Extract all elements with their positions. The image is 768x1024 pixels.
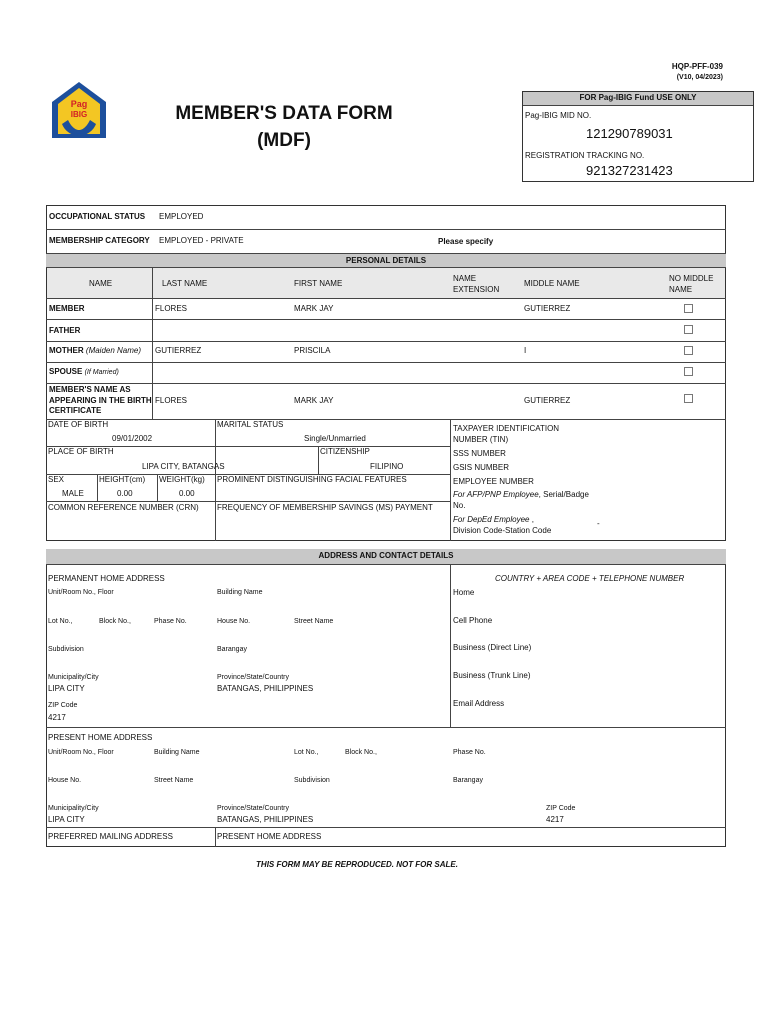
business-direct-label: Business (Direct Line) <box>453 643 532 652</box>
deped-note-b: , <box>531 515 534 524</box>
afp-note-b: , Serial/Badge <box>538 490 589 499</box>
email-label: Email Address <box>453 699 505 708</box>
birth-cert-label-l3: CERTIFICATE <box>49 406 102 415</box>
marital-status-label: MARITAL STATUS <box>217 420 284 429</box>
membership-category-value: EMPLOYED - PRIVATE <box>159 236 244 245</box>
mother-middle-name: I <box>524 346 527 355</box>
pres-lot-label: Lot No., <box>294 749 319 756</box>
pres-phase-label: Phase No. <box>453 749 486 756</box>
mother-label-text: MOTHER <box>49 346 84 355</box>
office-use-heading-text: FOR Pag-IBIG Fund USE ONLY <box>579 93 697 102</box>
col-name-extension <box>453 273 499 295</box>
tin-label <box>453 423 559 445</box>
row-spouse-label <box>49 367 119 376</box>
member-no-middle-checkbox[interactable] <box>684 304 693 313</box>
ms-payment-label: FREQUENCY OF MEMBERSHIP SAVINGS (MS) PAYMENT <box>217 503 433 512</box>
form-title-line1: MEMBER'S DATA FORM <box>175 103 393 124</box>
membership-category-label: MEMBERSHIP CATEGORY <box>49 236 150 245</box>
crn-label: COMMON REFERENCE NUMBER (CRN) <box>48 503 199 512</box>
occupational-status-label: OCCUPATIONAL STATUS <box>49 212 146 221</box>
perm-house-label: House No. <box>217 618 251 625</box>
occupational-status-value: EMPLOYED <box>159 212 204 221</box>
please-specify-label: Please specify <box>438 237 494 246</box>
rtn-value: 921327231423 <box>586 163 673 178</box>
permanent-address-label: PERMANENT HOME ADDRESS <box>48 574 165 583</box>
pres-block-label: Block No., <box>345 749 377 756</box>
mid-value: 121290789031 <box>586 126 673 141</box>
pag-ibig-logo <box>50 80 108 142</box>
pres-province-label: Province/State/Country <box>217 805 289 812</box>
gsis-label: GSIS NUMBER <box>453 463 510 472</box>
pres-street-label: Street Name <box>154 777 194 784</box>
mother-no-middle-checkbox[interactable] <box>684 346 693 355</box>
tin-label-l1: TAXPAYER IDENTIFICATION <box>453 424 560 433</box>
pob-value: LIPA CITY, BATANGAS <box>142 462 225 471</box>
perm-phase-label: Phase No. <box>154 618 187 625</box>
address-heading <box>46 549 726 565</box>
col-last-name: LAST NAME <box>162 279 208 288</box>
svg-text:IBIG: IBIG <box>70 110 88 119</box>
mailing-address-label: PREFERRED MAILING ADDRESS <box>48 832 173 841</box>
pres-municipality-value: LIPA CITY <box>48 815 85 824</box>
employee-number-label: EMPLOYEE NUMBER <box>453 477 534 486</box>
pres-province-value: BATANGAS, PHILIPPINES <box>217 815 314 824</box>
mother-label-note: (Maiden Name) <box>85 346 142 355</box>
citizenship-value: FILIPINO <box>370 462 404 471</box>
col-first-name: FIRST NAME <box>294 279 343 288</box>
pres-barangay-label: Barangay <box>453 777 483 784</box>
dob-value: 09/01/2002 <box>112 434 153 443</box>
perm-province-label: Province/State/Country <box>217 674 289 681</box>
perm-unit-label: Unit/Room No., Floor <box>48 589 114 596</box>
svg-text:Pag: Pag <box>70 99 88 109</box>
perm-lot-label: Lot No., <box>48 618 73 625</box>
marital-status-value: Single/Unmarried <box>304 434 366 443</box>
member-first-name: MARK JAY <box>294 304 334 313</box>
address-heading-text: ADDRESS AND CONTACT DETAILS <box>318 551 454 560</box>
footer-note: THIS FORM MAY BE REPRODUCED. NOT FOR SALE. <box>256 860 458 869</box>
phone-format-header: COUNTRY + AREA CODE + TELEPHONE NUMBER <box>495 574 685 583</box>
pres-zip-label: ZIP Code <box>546 805 576 812</box>
deped-note-c: Division Code-Station Code <box>453 526 552 535</box>
col-name: NAME <box>89 279 113 288</box>
logo-graphic <box>50 80 108 142</box>
father-no-middle-checkbox[interactable] <box>684 325 693 334</box>
perm-zip-value: 4217 <box>48 713 66 722</box>
afp-note-c: No. <box>453 501 466 510</box>
pres-house-label: House No. <box>48 777 82 784</box>
dob-label: DATE OF BIRTH <box>48 420 109 429</box>
row-father-label: FATHER <box>49 326 81 335</box>
perm-subdivision-label: Subdivision <box>48 646 84 653</box>
perm-block-label: Block No., <box>99 618 131 625</box>
birth-cert-first-name: MARK JAY <box>294 396 334 405</box>
pres-unit-label: Unit/Room No., Floor <box>48 749 114 756</box>
citizenship-label: CITIZENSHIP <box>320 447 370 456</box>
afp-note <box>453 489 613 511</box>
perm-street-label: Street Name <box>294 618 334 625</box>
mother-first-name: PRISCILA <box>294 346 331 355</box>
perm-barangay-label: Barangay <box>217 646 247 653</box>
birth-cert-last-name: FLORES <box>155 396 188 405</box>
sex-value: MALE <box>62 489 84 498</box>
height-value: 0.00 <box>117 489 133 498</box>
mother-last-name: GUTIERREZ <box>155 346 202 355</box>
deped-note-a: For DepEd Employee <box>453 515 530 524</box>
pres-zip-value: 4217 <box>546 815 564 824</box>
mid-label: Pag-IBIG MID NO. <box>525 111 592 120</box>
col-no-middle-name <box>669 273 713 295</box>
present-address-label: PRESENT HOME ADDRESS <box>48 733 153 742</box>
cell-phone-label: Cell Phone <box>453 616 493 625</box>
office-use-box <box>522 91 754 182</box>
spouse-label-note: (If Married) <box>84 369 119 376</box>
perm-zip-label: ZIP Code <box>48 702 78 709</box>
birth-cert-no-middle-checkbox[interactable] <box>684 394 693 403</box>
weight-value: 0.00 <box>179 489 195 498</box>
perm-municipality-value: LIPA CITY <box>48 684 85 693</box>
member-middle-name: GUTIERREZ <box>524 304 571 313</box>
col-no-middle-l1: NO MIDDLE <box>669 274 714 283</box>
home-phone-label: Home <box>453 588 475 597</box>
pob-label: PLACE OF BIRTH <box>48 447 114 456</box>
business-trunk-label: Business (Trunk Line) <box>453 671 531 680</box>
pres-building-label: Building Name <box>154 749 200 756</box>
sss-label: SSS NUMBER <box>453 449 506 458</box>
spouse-no-middle-checkbox[interactable] <box>684 367 693 376</box>
perm-province-value: BATANGAS, PHILIPPINES <box>217 684 314 693</box>
form-title-line2: (MDF) <box>257 130 311 151</box>
office-use-heading <box>523 92 753 106</box>
row-birth-cert-label <box>49 385 152 417</box>
rtn-label: REGISTRATION TRACKING NO. <box>525 151 645 160</box>
form-version: (V10, 04/2023) <box>676 74 723 81</box>
form-title <box>160 100 408 154</box>
member-last-name: FLORES <box>155 304 188 313</box>
row-member-label: MEMBER <box>49 304 85 313</box>
personal-details-heading-text: PERSONAL DETAILS <box>345 256 427 265</box>
col-no-middle-l2: NAME <box>669 285 693 294</box>
pres-subdivision-label: Subdivision <box>294 777 330 784</box>
deped-note <box>453 514 551 536</box>
spouse-label-text: SPOUSE <box>49 367 83 376</box>
col-name-extension-l1: NAME <box>453 274 477 283</box>
col-middle-name: MIDDLE NAME <box>524 279 580 288</box>
birth-cert-label-l2: APPEARING IN THE BIRTH <box>49 395 152 405</box>
deped-dash: - <box>597 519 600 528</box>
weight-label: WEIGHT(kg) <box>159 475 205 484</box>
perm-municipality-label: Municipality/City <box>48 674 99 681</box>
form-code: HQP-PFF-039 <box>671 62 723 71</box>
mailing-address-value: PRESENT HOME ADDRESS <box>217 832 322 841</box>
height-label: HEIGHT(cm) <box>99 475 146 484</box>
birth-cert-label-l1: MEMBER'S NAME AS <box>49 385 131 394</box>
personal-details-heading <box>46 253 726 268</box>
sex-label: SEX <box>48 475 65 484</box>
birth-cert-middle-name: GUTIERREZ <box>524 396 571 405</box>
afp-note-a: For AFP/PNP Employee <box>453 490 539 499</box>
perm-building-label: Building Name <box>217 589 263 596</box>
facial-features-label: PROMINENT DISTINGUISHING FACIAL FEATURES <box>217 475 407 484</box>
pres-municipality-label: Municipality/City <box>48 805 99 812</box>
tin-label-l2: NUMBER (TIN) <box>453 435 509 444</box>
row-mother-label <box>49 346 141 355</box>
address-box <box>46 549 726 847</box>
col-name-extension-l2: EXTENSION <box>453 285 500 294</box>
